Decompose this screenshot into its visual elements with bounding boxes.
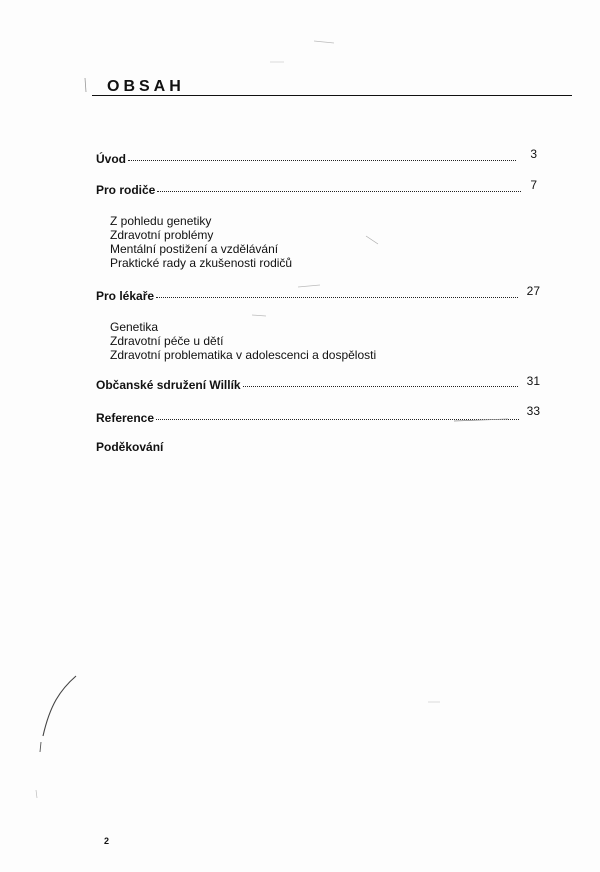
subsection-item[interactable]: Genetika (110, 320, 159, 334)
subsection-item[interactable]: Zdravotní péče u dětí (110, 334, 224, 348)
subsection-item[interactable]: Zdravotní problematika v adolescenci a dospělosti (110, 348, 377, 362)
page-title: OBSAH (107, 78, 185, 95)
toc-page-number: 31 (526, 374, 540, 388)
toc-entry-label: Občanské sdružení Willík (96, 378, 241, 392)
subsection-item[interactable]: Praktické rady a zkušenosti rodičů (110, 256, 293, 270)
toc-entry-label: Pro lékaře (96, 289, 155, 303)
page-number: 2 (104, 836, 110, 846)
toc-page-number: 33 (526, 404, 540, 418)
toc-page-number: 27 (526, 284, 540, 298)
toc-entry-label: Reference (96, 411, 155, 425)
subsection-item[interactable]: Mentální postižení a vzdělávání (110, 242, 279, 256)
toc-entry-label: Pro rodiče (96, 183, 156, 197)
subsection-item[interactable]: Zdravotní problémy (110, 228, 214, 242)
toc-entry-label: Poděkování (96, 440, 164, 454)
toc-page-number: 3 (530, 147, 537, 161)
subsection-item[interactable]: Z pohledu genetiky (110, 214, 212, 228)
toc-page-number: 7 (530, 178, 537, 192)
toc-entry-label: Úvod (96, 152, 126, 166)
